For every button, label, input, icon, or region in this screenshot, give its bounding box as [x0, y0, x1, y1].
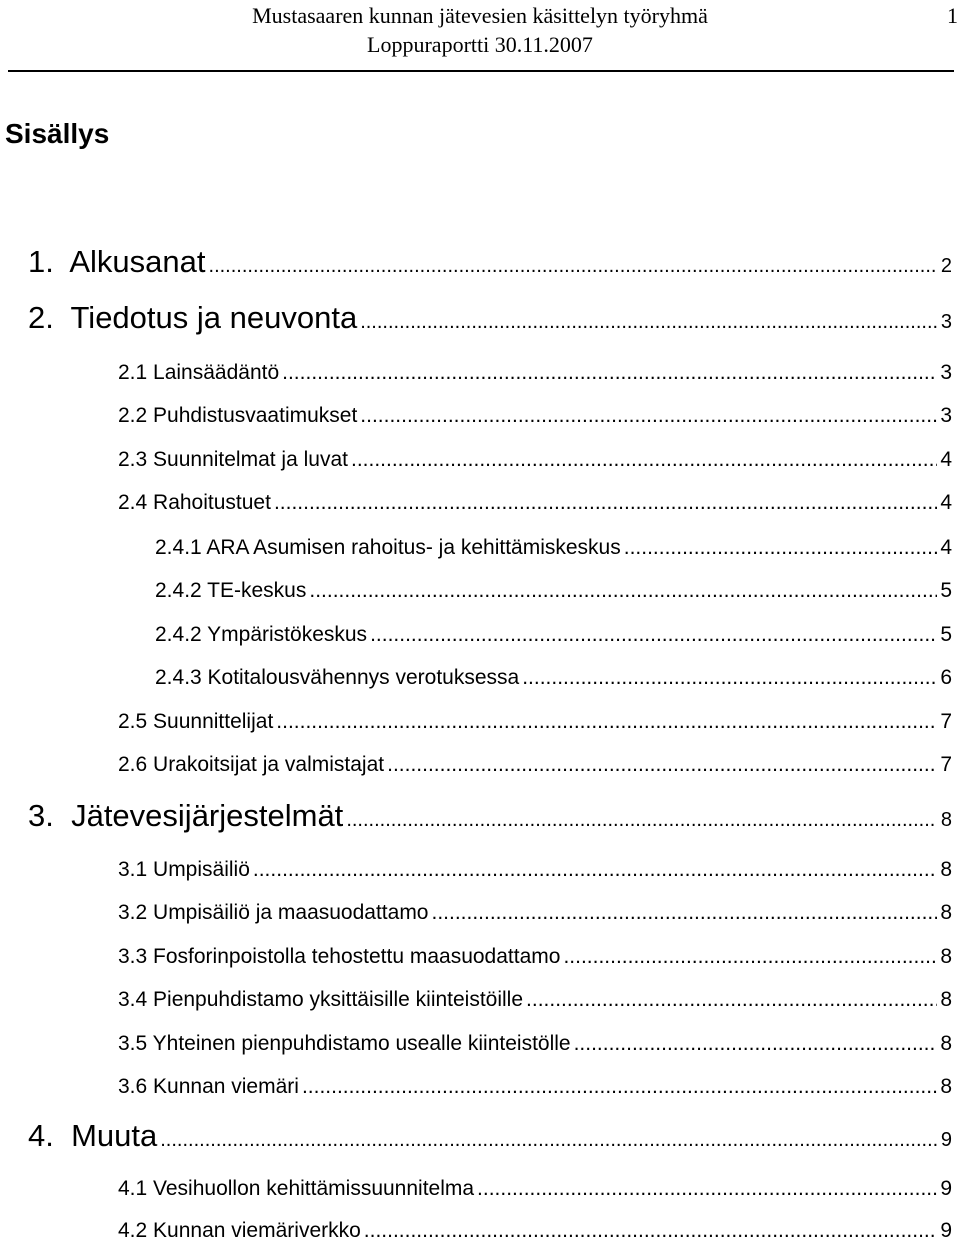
toc-entry-page: 7: [940, 710, 952, 733]
toc-entry-label: 3.3 Fosforinpoistolla tehostettu maasuodattamo: [118, 945, 561, 968]
toc-entry-page: 5: [940, 623, 952, 646]
toc-entry[interactable]: [28, 1118, 952, 1154]
toc-entry-page: 9: [940, 1129, 952, 1151]
toc-entry-page: 4: [940, 448, 952, 471]
toc-entry-label: 2.4.1 ARA Asumisen rahoitus- ja kehittämiskeskus: [155, 536, 621, 559]
toc-entry-page: 2: [940, 255, 952, 277]
toc-entry-label: 3.6 Kunnan viemäri: [118, 1075, 299, 1098]
toc-entry-label: 2.4 Rahoitustuet: [118, 491, 271, 514]
toc-leader: [276, 710, 937, 734]
toc-entry-page: 6: [940, 666, 952, 689]
toc-entry-page: 8: [940, 988, 952, 1011]
toc-entry-page: 3: [940, 361, 952, 384]
toc-entry-page: 8: [940, 1032, 952, 1055]
toc-leader: [282, 361, 937, 385]
toc-entry[interactable]: [118, 491, 952, 515]
toc-entry[interactable]: [118, 1219, 952, 1243]
toc-leader: [351, 448, 937, 472]
toc-entry-page: 5: [940, 579, 952, 602]
toc-leader: [360, 311, 937, 334]
toc-entry[interactable]: [118, 710, 952, 734]
toc-entry-page: 4: [940, 536, 952, 559]
toc-entry-page: 3: [940, 311, 952, 333]
toc-leader: [302, 1075, 937, 1099]
toc-entry-page: 9: [940, 1219, 952, 1242]
toc-entry[interactable]: [28, 244, 952, 280]
toc-leader: [360, 404, 937, 428]
toc-entry[interactable]: [118, 945, 952, 969]
header-subtitle: Loppuraportti 30.11.2007: [367, 32, 593, 57]
toc-leader: [346, 809, 937, 832]
toc-leader: [574, 1032, 937, 1056]
toc-entry[interactable]: [118, 753, 952, 777]
toc-leader: [364, 1219, 937, 1243]
toc-entry-label: 3.2 Umpisäiliö ja maasuodattamo: [118, 901, 429, 924]
toc-entry-page: 8: [940, 1075, 952, 1098]
toc-entry-page: 8: [940, 901, 952, 924]
toc-leader: [309, 579, 937, 603]
toc-leader: [522, 666, 937, 690]
toc-entry[interactable]: [155, 579, 952, 603]
toc-entry-page: 7: [940, 753, 952, 776]
toc-entry-label: 3. Jätevesijärjestelmät: [28, 798, 344, 833]
toc-entry-label: 2.2 Puhdistusvaatimukset: [118, 404, 358, 427]
toc-leader: [253, 858, 937, 882]
toc-entry-label: 3.4 Pienpuhdistamo yksittäisille kiinteistöille: [118, 988, 524, 1011]
toc-entry-label: 2.5 Suunnittelijat: [118, 710, 274, 733]
toc-entry[interactable]: [118, 858, 952, 882]
toc-entry-page: 4: [940, 491, 952, 514]
toc-leader: [563, 945, 937, 969]
toc-leader: [526, 988, 937, 1012]
toc-entry-page: 8: [940, 945, 952, 968]
toc-entry-label: 2.3 Suunnitelmat ja luvat: [118, 448, 348, 471]
toc-entry[interactable]: [28, 300, 952, 336]
toc-leader: [387, 753, 937, 777]
toc-leader: [209, 255, 937, 278]
toc-entry-page: 8: [940, 809, 952, 831]
toc-entry[interactable]: [118, 404, 952, 428]
toc-entry[interactable]: [118, 448, 952, 472]
page-title: Sisällys: [5, 118, 110, 149]
toc-entry-label: 2. Tiedotus ja neuvonta: [28, 300, 358, 335]
toc-entry-label: 4. Muuta: [28, 1118, 158, 1153]
toc-entry[interactable]: [28, 798, 952, 834]
toc-leader: [160, 1129, 937, 1152]
toc-entry[interactable]: [155, 623, 952, 647]
toc-entry[interactable]: [118, 1032, 952, 1056]
toc-entry-label: 4.2 Kunnan viemäriverkko: [118, 1219, 361, 1242]
toc-entry-label: 3.1 Umpisäiliö: [118, 858, 250, 881]
toc-entry-label: 3.5 Yhteinen pienpuhdistamo usealle kiinteistölle: [118, 1032, 571, 1055]
toc-entry[interactable]: [155, 536, 952, 560]
toc-entry-label: 2.6 Urakoitsijat ja valmistajat: [118, 753, 385, 776]
toc-entry[interactable]: [118, 361, 952, 385]
toc-entry[interactable]: [155, 666, 952, 690]
toc-entry-label: 2.1 Lainsäädäntö: [118, 361, 280, 384]
toc-entry-label: 2.4.2 Ympäristökeskus: [155, 623, 368, 646]
toc-entry[interactable]: [118, 1075, 952, 1099]
header-page-number: 1: [947, 3, 958, 28]
toc-leader: [477, 1177, 937, 1201]
toc-entry[interactable]: [118, 988, 952, 1012]
toc-entry-label: 2.4.3 Kotitalousvähennys verotuksessa: [155, 666, 520, 689]
toc-leader: [274, 491, 937, 515]
toc-entry-page: 8: [940, 858, 952, 881]
toc-entry-page: 9: [940, 1177, 952, 1200]
header-org: Mustasaaren kunnan jätevesien käsittelyn työryhmä: [252, 3, 708, 28]
toc-leader: [432, 901, 938, 925]
toc-leader: [624, 536, 937, 560]
toc-entry[interactable]: [118, 901, 952, 925]
toc-entry-label: 4.1 Vesihuollon kehittämissuunnitelma: [118, 1177, 475, 1200]
toc-entry[interactable]: [118, 1177, 952, 1201]
toc-leader: [370, 623, 937, 647]
toc-entry-label: 2.4.2 TE-keskus: [155, 579, 307, 602]
toc-entry-page: 3: [940, 404, 952, 427]
toc-entry-label: 1. Alkusanat: [28, 244, 206, 279]
